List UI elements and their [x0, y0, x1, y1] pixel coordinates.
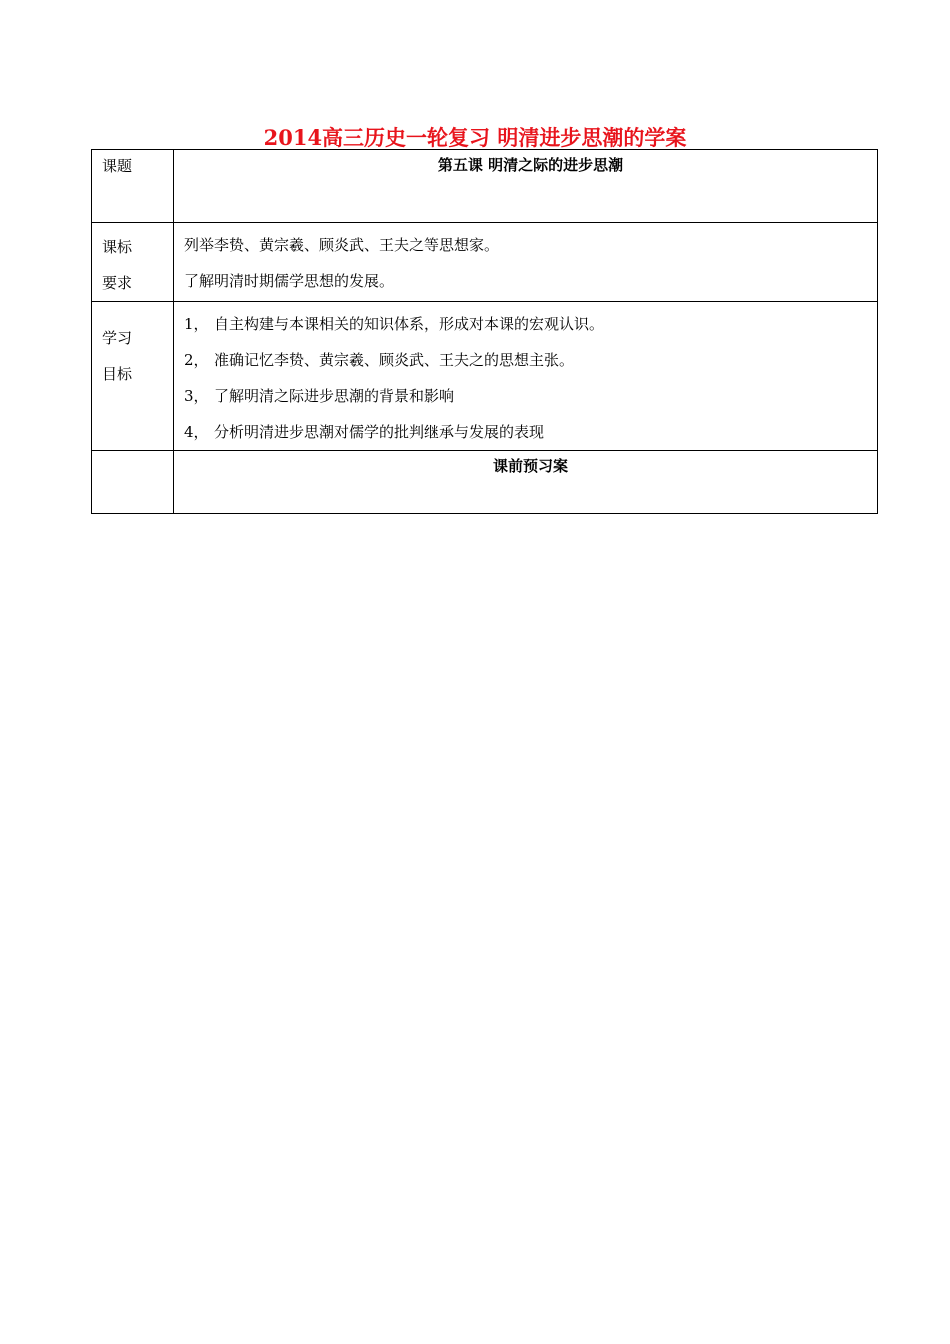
goal-item — [184, 414, 877, 450]
goals-label-line1: 学习 — [102, 329, 133, 347]
preview-heading: 课前预习案 — [492, 457, 568, 475]
goal-item — [184, 378, 877, 414]
goal-item — [184, 306, 877, 342]
topic-label-cell — [92, 150, 174, 223]
document-title: 2014高三历史一轮复习 明清进步思潮的学案 — [263, 125, 687, 150]
goal-number: 1， — [184, 315, 209, 333]
standard-label-line1: 课标 — [102, 238, 133, 256]
standard-label-cell — [92, 223, 174, 302]
table-row-standard — [92, 223, 878, 302]
topic-label: 课题 — [102, 157, 133, 175]
standard-item: 了解明清时期儒学思想的发展。 — [184, 272, 395, 290]
table-row-topic — [92, 150, 878, 223]
preview-label-cell — [92, 451, 174, 514]
goal-number: 2， — [184, 351, 209, 369]
table-row-preview — [92, 451, 878, 514]
goal-text: 了解明清之际进步思潮的背景和影响 — [214, 387, 455, 405]
goal-text: 准确记忆李贽、黄宗羲、顾炎武、王夫之的思想主张。 — [214, 351, 575, 369]
standard-content-cell — [174, 223, 878, 302]
lesson-plan-table — [91, 149, 878, 514]
goals-label-cell — [92, 302, 174, 451]
preview-content-cell — [174, 451, 878, 514]
topic-value-cell — [174, 150, 878, 223]
standard-label-line2: 要求 — [102, 274, 133, 292]
goal-text: 分析明清进步思潮对儒学的批判继承与发展的表现 — [214, 423, 545, 441]
goal-number: 3， — [184, 387, 209, 405]
table-row-goals — [92, 302, 878, 451]
goal-text: 自主构建与本课相关的知识体系，形成对本课的宏观认识。 — [214, 315, 605, 333]
goal-number: 4， — [184, 423, 209, 441]
goals-label-line2: 目标 — [102, 365, 133, 383]
goals-content-cell — [174, 302, 878, 451]
lesson-heading: 第五课 明清之际的进步思潮 — [437, 156, 624, 174]
standard-item: 列举李贽、黄宗羲、顾炎武、王夫之等思想家。 — [184, 236, 500, 254]
goal-item — [184, 342, 877, 378]
